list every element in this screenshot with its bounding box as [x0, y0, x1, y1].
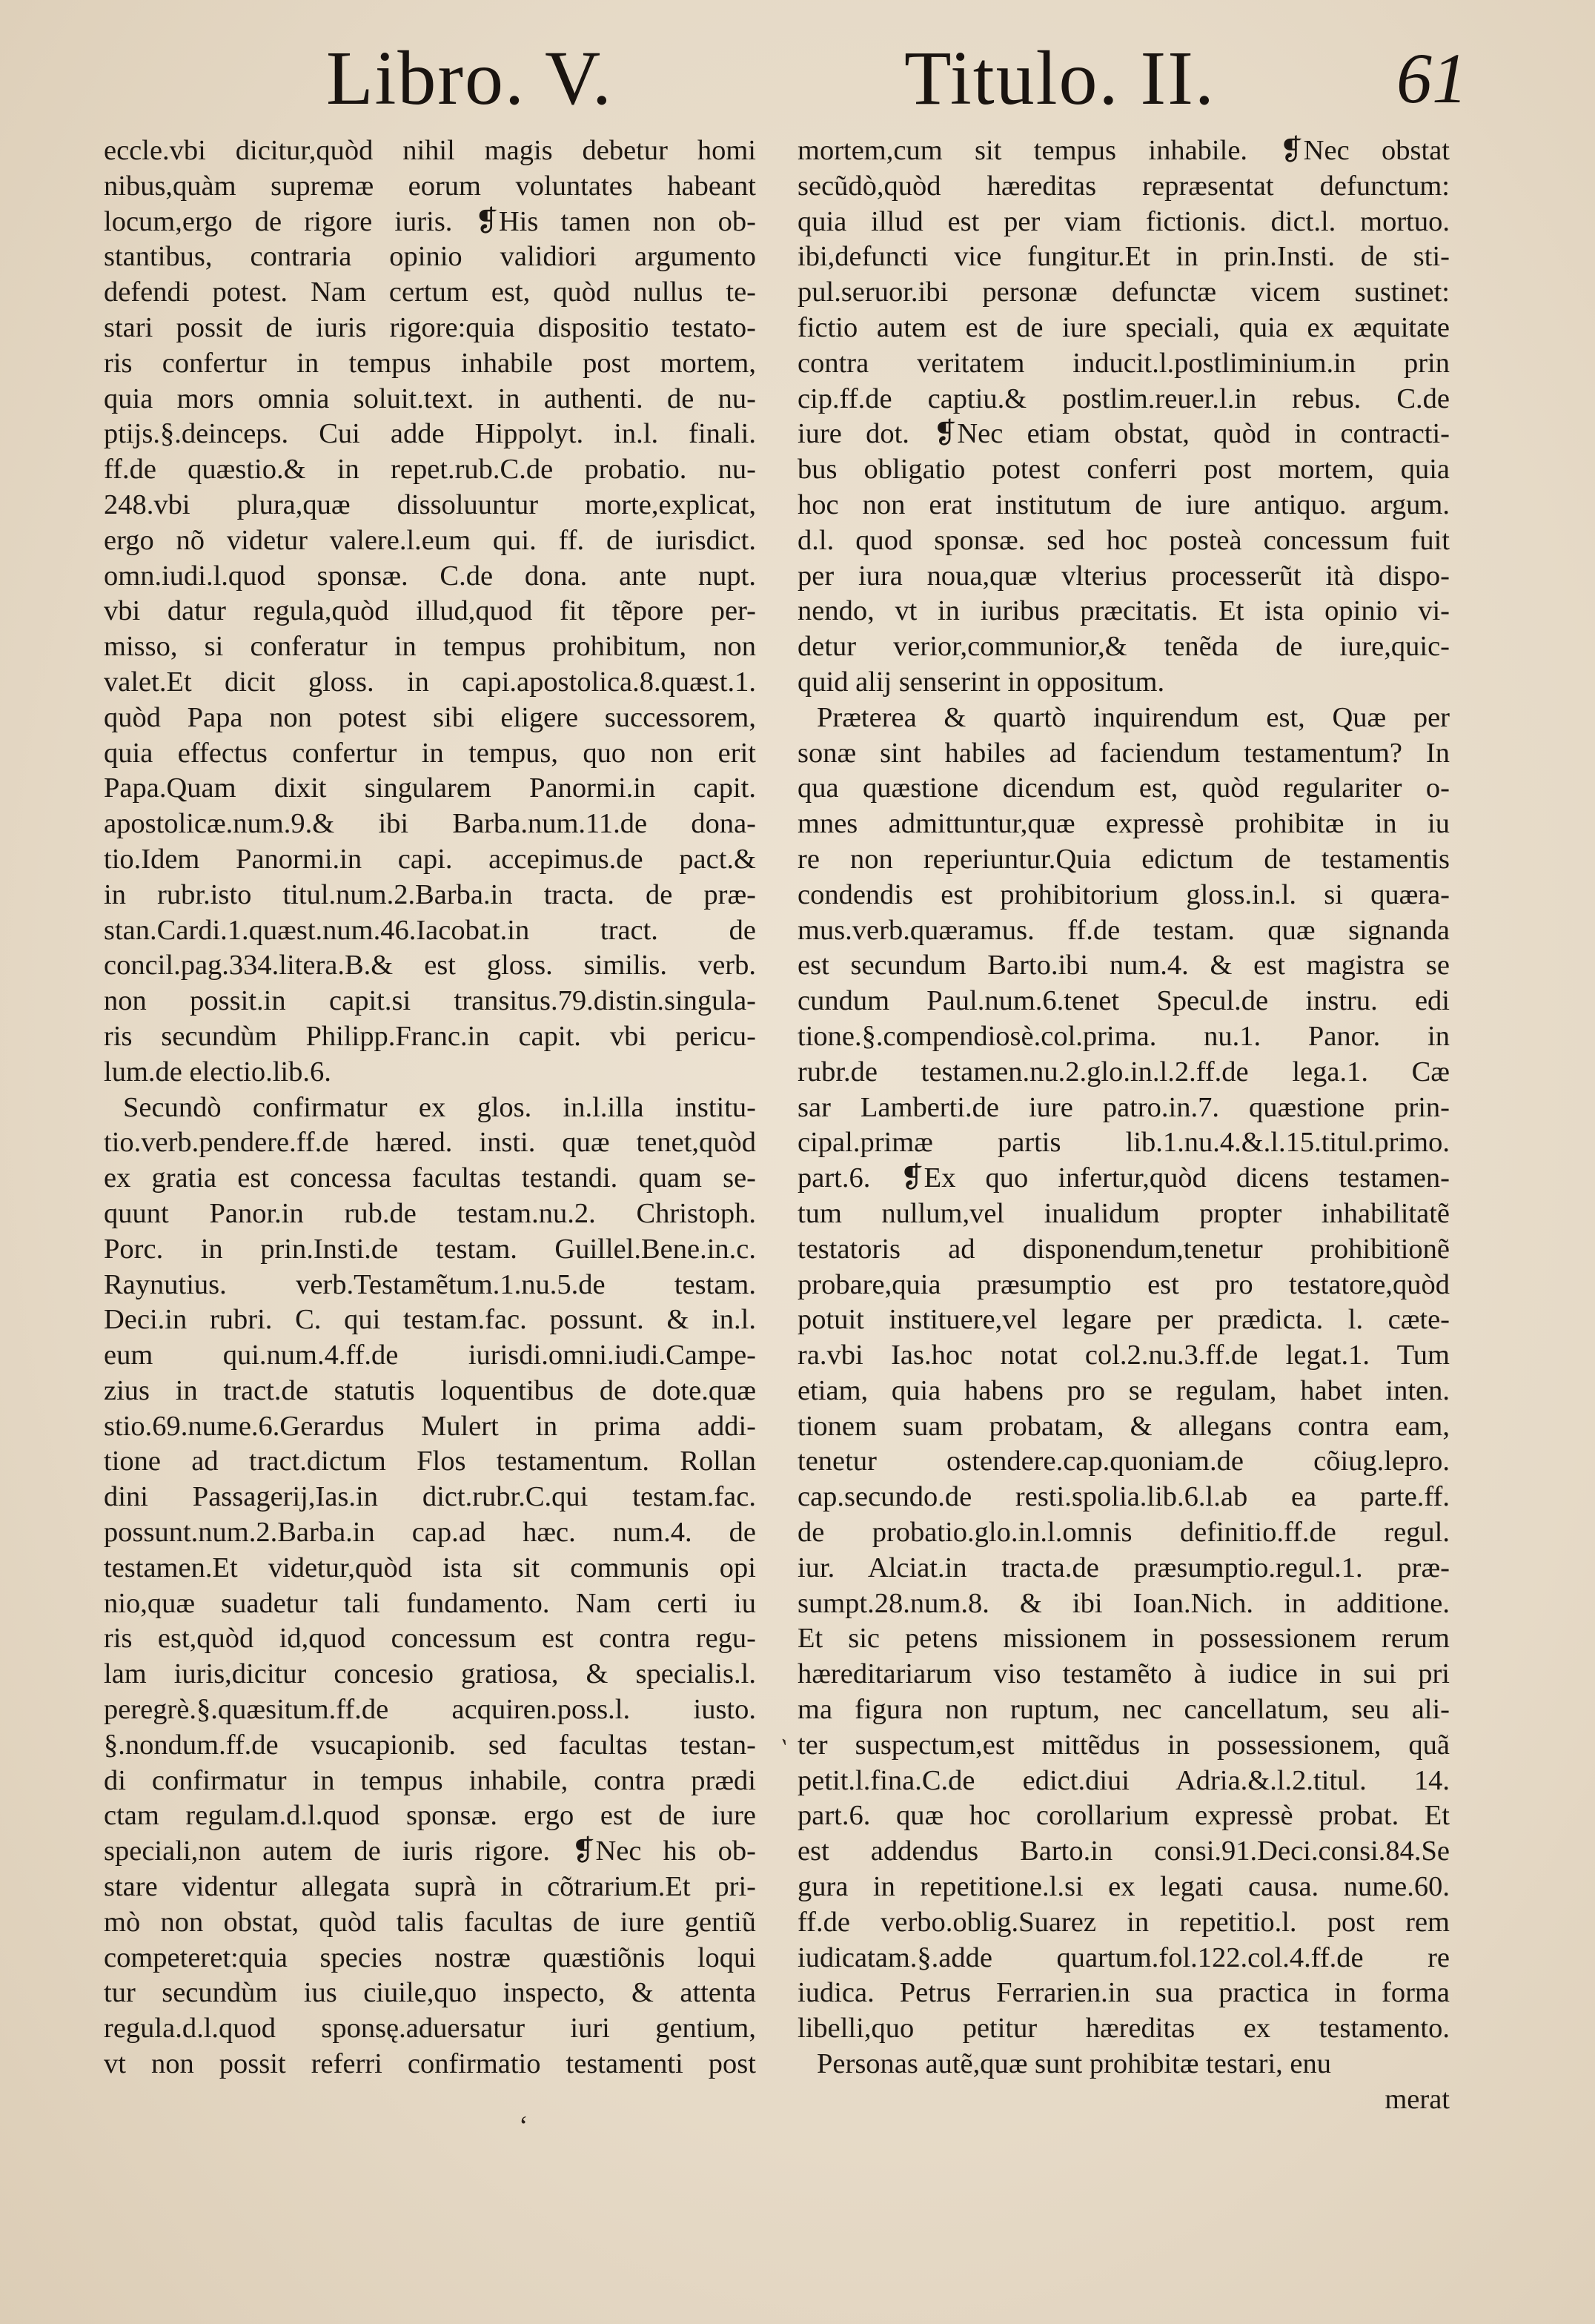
- text-line: sar Lamberti.de iure patro.in.7. quæstione prin-: [798, 1091, 1450, 1123]
- text-line: speciali,non autem de iuris rigore. ❡Nec his ob-: [104, 1835, 756, 1867]
- text-line: lum.de electio.lib.6.: [104, 1056, 331, 1087]
- text-line: locum,ergo de rigore iuris. ❡His tamen non ob-: [104, 205, 756, 237]
- text-line: lam iuris,dicitur concesio gratiosa, & specialis.l.: [104, 1658, 756, 1690]
- text-line: eccle.vbi dicitur,quòd nihil magis debetur homi: [104, 135, 756, 166]
- running-head-book: Libro. V.: [326, 36, 613, 121]
- text-line: iudica. Petrus Ferrarien.in sua practica in forma: [798, 1977, 1450, 2009]
- text-line: quid alij senserint in oppositum.: [798, 666, 1165, 698]
- text-line: stio.69.nume.6.Gerardus Mulert in prima addi-: [104, 1410, 756, 1442]
- text-line: re non reperiuntur.Quia edictum de testamentis: [798, 843, 1450, 875]
- text-line: non possit.in capit.si transitus.79.distin.singula-: [104, 985, 756, 1017]
- text-line: di confirmatur in tempus inhabile, contra prædi: [104, 1764, 756, 1796]
- text-line: mus.verb.quæramus. ff.de testam. quæ signanda: [798, 914, 1450, 946]
- text-line: cip.ff.de captiu.& postlim.reuer.l.in rebus. C.de: [798, 383, 1450, 414]
- page-number: 61: [1396, 39, 1468, 118]
- text-line: tenetur ostendere.cap.quoniam.de cõiug.lepro.: [798, 1446, 1450, 1477]
- text-line: cap.secundo.de resti.spolia.lib.6.l.ab ea parte.ff.: [798, 1481, 1450, 1513]
- text-line: ff.de quæstio.& in repet.rub.C.de probatio. nu-: [104, 454, 756, 486]
- text-line: part.6. ❡Ex quo infertur,quòd dicens testamen-: [798, 1162, 1450, 1194]
- text-line: stare videntur allegata suprà in cõtrarium.Et pri-: [104, 1871, 756, 1903]
- text-line: Secundò confirmatur ex glos. in.l.illa institu-: [123, 1091, 756, 1123]
- text-line: condendis est prohibitorium gloss.in.l. si quæra-: [798, 878, 1450, 910]
- text-line: quunt Panor.in rub.de testam.nu.2. Christoph.: [104, 1197, 756, 1229]
- text-line: ma figura non ruptum, nec cancellatum, seu ali-: [798, 1694, 1450, 1726]
- text-line: ter suspectum,est mittẽdus in possessionem, quã: [798, 1729, 1450, 1761]
- text-line: concil.pag.334.litera.B.& est gloss. similis. verb.: [104, 950, 756, 981]
- text-line: merat: [1385, 2083, 1450, 2115]
- text-line: eum qui.num.4.ff.de iurisdi.omni.iudi.Campe-: [104, 1340, 756, 1371]
- text-line: tionem suam probatam, & allegans contra eam,: [798, 1410, 1450, 1442]
- text-line: hoc non erat institutum de iure antiquo. argum.: [798, 489, 1450, 520]
- text-line: qua quæstione dicendum est, quòd regulariter o-: [798, 772, 1450, 804]
- text-line: testamen.Et videtur,quòd ista sit communis opi: [104, 1552, 756, 1583]
- left-text-column: [104, 133, 756, 2082]
- text-line: libelli,quo petitur hæreditas ex testamento.: [798, 2013, 1450, 2045]
- text-line: per iura noua,quæ vlterius processerũt ità dispo-: [798, 560, 1450, 592]
- text-line: petit.l.fina.C.de edict.diui Adria.&.l.2.titul. 14.: [798, 1764, 1450, 1796]
- text-line: iudicatam.§.adde quartum.fol.122.col.4.ff.de re: [798, 1941, 1450, 1973]
- text-line: tione.§.compendiosè.col.prima. nu.1. Panor. in: [798, 1020, 1450, 1052]
- text-line: valet.Et dicit gloss. in capi.apostolica.8.quæst.1.: [104, 666, 756, 698]
- text-line: ibi,defuncti vice fungitur.Et in prin.Insti. de sti-: [798, 241, 1450, 273]
- text-line: Deci.in rubri. C. qui testam.fac. possunt. & in.l.: [104, 1304, 756, 1336]
- marginal-mark: ˋ: [768, 1733, 792, 1766]
- text-line: ctam regulam.d.l.quod sponsæ. ergo est de iure: [104, 1800, 756, 1832]
- text-line: est addendus Barto.in consi.91.Deci.consi.84.Se: [798, 1835, 1450, 1867]
- text-line: potuit instituere,vel legare per prædicta. l. cæte-: [798, 1304, 1450, 1336]
- text-line: quia effectus confertur in tempus, quo non erit: [104, 737, 756, 769]
- text-line: est secundum Barto.ibi num.4. & est magistra se: [798, 950, 1450, 981]
- text-line: probare,quia præsumptio est pro testatore,quòd: [798, 1268, 1450, 1300]
- text-line: secũdò,quòd hæreditas repræsentat defunctum:: [798, 170, 1450, 202]
- text-line: cipal.primæ partis lib.1.nu.4.&.l.15.titul.primo.: [798, 1127, 1450, 1159]
- text-line: apostolicæ.num.9.& ibi Barba.num.11.de dona-: [104, 808, 756, 840]
- text-line: d.l. quod sponsæ. sed hoc posteà concessum fuit: [798, 524, 1450, 556]
- text-line: iure dot. ❡Nec etiam obstat, quòd in contracti-: [798, 418, 1450, 450]
- text-line: mortem,cum sit tempus inhabile. ❡Nec obstat: [798, 135, 1450, 166]
- text-line: sonæ sint habiles ad faciendum testamentum? In: [798, 737, 1450, 769]
- text-line: gura in repetitione.l.si ex legati causa. nume.60.: [798, 1871, 1450, 1903]
- text-line: Et sic petens missionem in possessionem rerum: [798, 1623, 1450, 1655]
- text-line: testatoris ad disponendum,tenetur prohibitionẽ: [798, 1233, 1450, 1265]
- text-line: stantibus, contraria opinio validiori argumento: [104, 241, 756, 273]
- text-line: defendi potest. Nam certum est, quòd nullus te-: [104, 277, 756, 308]
- text-line: ris secundùm Philipp.Franc.in capit. vbi pericu-: [104, 1020, 756, 1052]
- text-line: quòd Papa non potest sibi eligere successorem,: [104, 701, 756, 733]
- text-line: detur verior,communior,& tenẽda de iure,quic-: [798, 631, 1450, 663]
- text-line: de probatio.glo.in.l.omnis definitio.ff.de regul.: [798, 1517, 1450, 1549]
- text-line: mò non obstat, quòd talis facultas de iure gentiũ: [104, 1906, 756, 1938]
- text-line: hæreditariarum viso testamẽto à iudice in sui pri: [798, 1658, 1450, 1690]
- text-line: ris confertur in tempus inhabile post mortem,: [104, 347, 756, 379]
- running-head-title: Titulo. II.: [904, 36, 1216, 121]
- text-line: cundum Paul.num.6.tenet Specul.de instru. edi: [798, 985, 1450, 1017]
- text-line: rubr.de testamen.nu.2.glo.in.l.2.ff.de lega.1. Cæ: [798, 1056, 1450, 1087]
- text-line: tione ad tract.dictum Flos testamentum. Rollan: [104, 1446, 756, 1477]
- text-line: nendo, vt in iuribus præcitatis. Et ista opinio vi-: [798, 595, 1450, 627]
- text-line: tio.verb.pendere.ff.de hæred. insti. quæ tenet,quòd: [104, 1127, 756, 1159]
- text-line: ris est,quòd id,quod concessum est contra regu-: [104, 1623, 756, 1655]
- text-line: 248.vbi plura,quæ dissoluuntur morte,explicat,: [104, 489, 756, 520]
- text-line: nibus,quàm supremæ eorum voluntates habeant: [104, 170, 756, 202]
- text-line: part.6. quæ hoc corollarium expressè probat. Et: [798, 1800, 1450, 1832]
- text-line: iur. Alciat.in tracta.de præsumptio.regul.1. præ-: [798, 1552, 1450, 1583]
- text-line: tio.Idem Panormi.in capi. accepimus.de pact.&: [104, 843, 756, 875]
- text-line: vbi datur regula,quòd illud,quod fit tẽpore per-: [104, 595, 756, 627]
- text-line: nio,quæ suadetur tali fundamento. Nam certi iu: [104, 1587, 756, 1619]
- text-line: vt non possit referri confirmatio testamenti post: [104, 2048, 756, 2080]
- text-line: Præterea & quartò inquirendum est, Quæ per: [817, 701, 1450, 733]
- text-line: ex gratia est concessa facultas testandi. quam se-: [104, 1162, 756, 1194]
- text-line: regula.d.l.quod sponsę.aduersatur iuri gentium,: [104, 2013, 756, 2045]
- text-line: etiam, quia habens pro se regulam, habet inten.: [798, 1374, 1450, 1406]
- text-line: stari possit de iuris rigore:quia dispositio testato-: [104, 311, 756, 343]
- text-line: ptijs.§.deinceps. Cui adde Hippolyt. in.l. finali.: [104, 418, 756, 450]
- text-line: Personas autẽ,quæ sunt prohibitæ testari, enu: [817, 2048, 1331, 2080]
- right-text-column: [798, 133, 1450, 2118]
- text-line: contra veritatem inducit.l.postliminium.in prin: [798, 347, 1450, 379]
- text-line: misso, si conferatur in tempus prohibitum, non: [104, 631, 756, 663]
- text-line: in rubr.isto titul.num.2.Barba.in tracta. de præ-: [104, 878, 756, 910]
- text-line: ergo nõ videtur valere.l.eum qui. ff. de iurisdict.: [104, 524, 756, 556]
- text-line: tum nullum,vel inualidum propter inhabilitatẽ: [798, 1197, 1450, 1229]
- marginal-mark: ʻ: [519, 2111, 528, 2142]
- text-line: §.nondum.ff.de vsucapionib. sed facultas testan-: [104, 1729, 756, 1761]
- text-line: fictio autem est de iure speciali, quia ex æquitate: [798, 311, 1450, 343]
- text-line: peregrè.§.quæsitum.ff.de acquiren.poss.l. iusto.: [104, 1694, 756, 1726]
- text-line: stan.Cardi.1.quæst.num.46.Iacobat.in tract. de: [104, 914, 756, 946]
- text-line: Raynutius. verb.Testamẽtum.1.nu.5.de testam.: [104, 1268, 756, 1300]
- text-line: pul.seruor.ibi personæ defunctæ vicem sustinet:: [798, 277, 1450, 308]
- text-line: quia illud est per viam fictionis. dict.l. mortuo.: [798, 205, 1450, 237]
- text-line: Papa.Quam dixit singularem Panormi.in capit.: [104, 772, 756, 804]
- text-line: possunt.num.2.Barba.in cap.ad hæc. num.4. de: [104, 1517, 756, 1549]
- text-line: ff.de verbo.oblig.Suarez in repetitio.l. post rem: [798, 1906, 1450, 1938]
- text-line: sumpt.28.num.8. & ibi Ioan.Nich. in additione.: [798, 1587, 1450, 1619]
- text-line: ra.vbi Ias.hoc notat col.2.nu.3.ff.de legat.1. Tum: [798, 1340, 1450, 1371]
- text-line: tur secundùm ius ciuile,quo inspecto, & attenta: [104, 1977, 756, 2009]
- text-line: omn.iudi.l.quod sponsæ. C.de dona. ante nupt.: [104, 560, 756, 592]
- text-line: bus obligatio potest conferri post mortem, quia: [798, 454, 1450, 486]
- text-line: zius in tract.de statutis loquentibus de dote.quæ: [104, 1374, 756, 1406]
- running-head: [0, 27, 1595, 123]
- text-line: dini Passagerij,Ias.in dict.rubr.C.qui testam.fac.: [104, 1481, 756, 1513]
- text-line: mnes admittuntur,quæ expressè prohibitæ in iu: [798, 808, 1450, 840]
- text-line: Porc. in prin.Insti.de testam. Guillel.Bene.in.c.: [104, 1233, 756, 1265]
- text-line: competeret:quia species nostræ quæstiõnis loqui: [104, 1941, 756, 1973]
- text-line: quia mors omnia soluit.text. in authenti. de nu-: [104, 383, 756, 414]
